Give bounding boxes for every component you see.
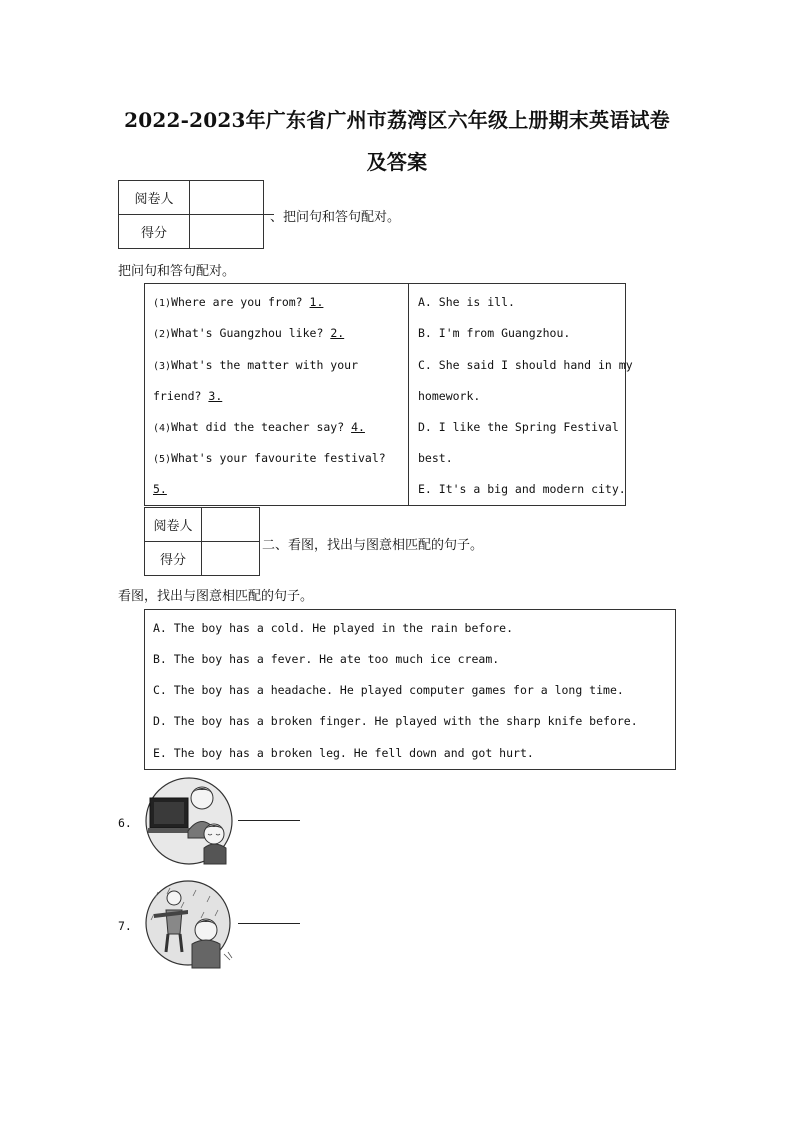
score-cell[interactable] <box>190 215 264 249</box>
picture-option-d: D. The boy has a broken finger. He played with the sharp knife before. <box>153 714 638 728</box>
item-7-number: 7. <box>118 919 132 933</box>
question-3: (3)What's the matter with your <box>153 358 358 372</box>
answer-option-c: C. She said I should hand in my <box>418 358 633 372</box>
answer-option-d-cont: best. <box>418 451 453 465</box>
answer-option-e: E. It's a big and modern city. <box>418 482 626 496</box>
answer-option-d: D. I like the Spring Festival <box>418 420 619 434</box>
picture-option-a: A. The boy has a cold. He played in the rain before. <box>153 621 514 635</box>
reviewer-label: 阅卷人 <box>119 181 190 215</box>
reviewer-cell-2[interactable] <box>202 508 260 542</box>
item-6-number: 6. <box>118 816 132 830</box>
answer-blank-2[interactable]: 2. <box>330 326 345 340</box>
answer-option-c-cont: homework. <box>418 389 481 403</box>
item-7-answer-blank[interactable] <box>238 923 300 924</box>
score-label-2: 得分 <box>145 542 202 576</box>
question-5-cont <box>153 482 167 496</box>
answer-blank-1[interactable]: 1. <box>309 295 324 309</box>
reviewer-cell[interactable] <box>190 181 264 215</box>
section1-heading: 、把问句和答句配对。 <box>270 210 401 225</box>
score-cell-2[interactable] <box>202 542 260 576</box>
picture-option-b: B. The boy has a fever. He ate too much ice cream. <box>153 652 500 666</box>
grader-table-1 <box>118 180 264 249</box>
answer-option-b: B. I'm from Guangzhou. <box>418 326 571 340</box>
boy-computer-illustration <box>144 776 234 866</box>
answer-blank-3[interactable]: 3. <box>208 389 223 403</box>
reviewer-label-2: 阅卷人 <box>145 508 202 542</box>
answer-blank-4[interactable]: 4. <box>351 420 365 434</box>
matching-divider <box>408 283 409 505</box>
page-title-line2: 及答案 <box>366 150 428 174</box>
section2-instruction: 看图，找出与图意相匹配的句子。 <box>118 589 314 604</box>
item-6-answer-blank[interactable] <box>238 820 300 821</box>
picture-option-c: C. The boy has a headache. He played computer games for a long time. <box>153 683 624 697</box>
section1-instruction: 把问句和答句配对。 <box>118 264 236 279</box>
question-4: (4)What did the teacher say? 4. <box>153 420 365 434</box>
question-3-cont: friend? 3. <box>153 389 223 403</box>
page-title: 2022-2023年广东省广州市荔湾区六年级上册期末英语试卷 <box>124 108 670 132</box>
score-label: 得分 <box>119 215 190 249</box>
question-1: (1)Where are you from? 1. <box>153 295 324 309</box>
answer-option-a: A. She is ill. <box>418 295 515 309</box>
question-5: (5)What's your favourite festival? <box>153 451 386 465</box>
grader-table-2 <box>144 507 260 576</box>
answer-blank-5[interactable]: 5. <box>153 482 167 496</box>
picture-option-e: E. The boy has a broken leg. He fell down and got hurt. <box>153 746 534 760</box>
section2-heading: 二、看图，找出与图意相匹配的句子。 <box>262 538 484 553</box>
question-2: (2)What's Guangzhou like? 2. <box>153 326 345 340</box>
boy-rain-illustration <box>144 880 236 970</box>
